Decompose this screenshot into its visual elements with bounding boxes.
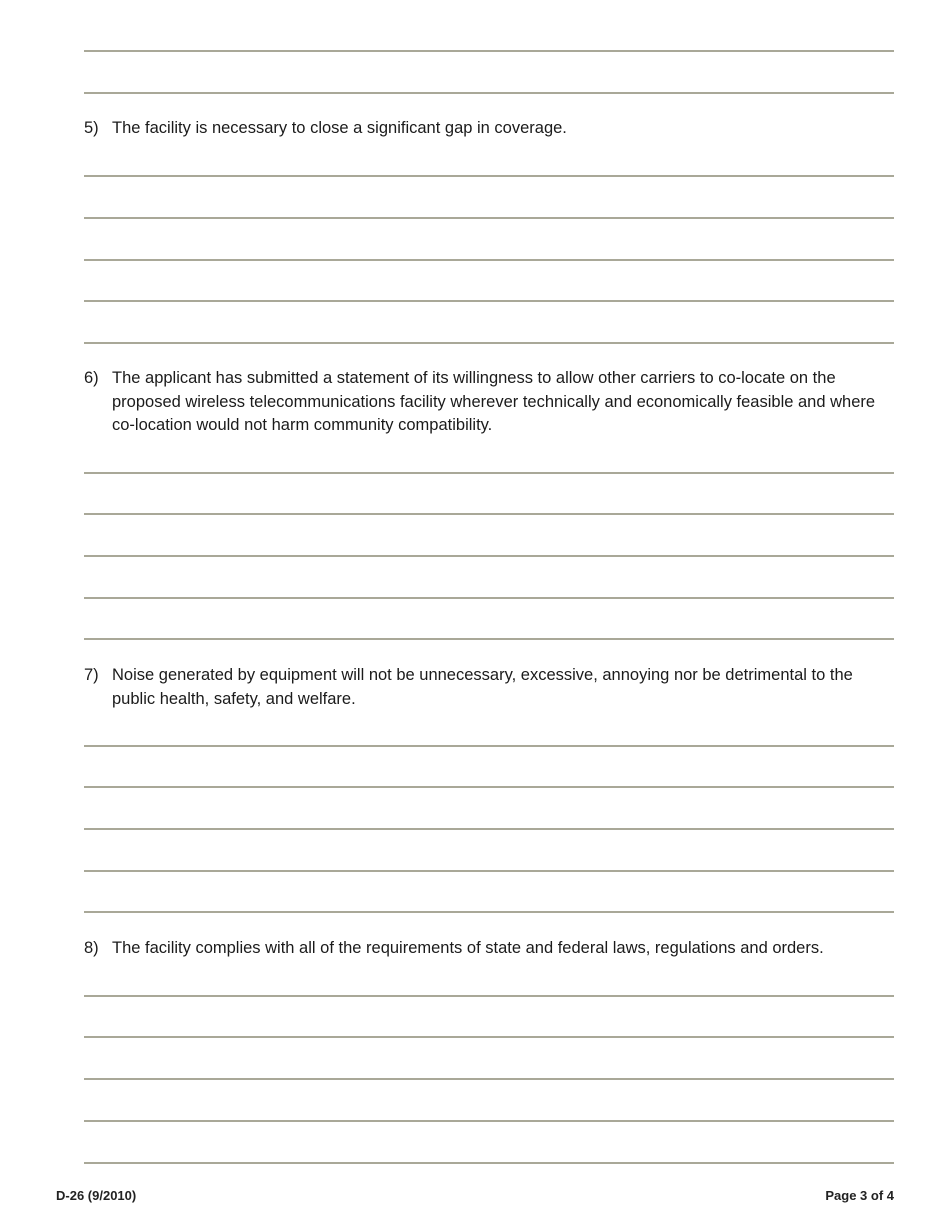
- page-number: Page 3 of 4: [825, 1188, 894, 1203]
- answer-line[interactable]: [84, 1078, 894, 1080]
- answer-line[interactable]: [84, 828, 894, 830]
- question-number: 7): [84, 666, 99, 684]
- answer-line[interactable]: [84, 175, 894, 177]
- answer-line[interactable]: [84, 870, 894, 872]
- answer-line[interactable]: [84, 342, 894, 344]
- answer-line[interactable]: [84, 911, 894, 913]
- answer-line[interactable]: [84, 555, 894, 557]
- answer-line[interactable]: [84, 995, 894, 997]
- question-number: 6): [84, 369, 99, 387]
- question-text: Noise generated by equipment will not be unnecessary, excessive, annoying nor be detrimental to the public health, safety, and welfare.: [112, 666, 853, 708]
- question-number: 5): [84, 119, 99, 137]
- answer-line[interactable]: [84, 1120, 894, 1122]
- question-8: [84, 937, 894, 961]
- question-text: The facility complies with all of the requirements of state and federal laws, regulations and orders.: [112, 939, 824, 957]
- answer-line[interactable]: [84, 597, 894, 599]
- question-6: [84, 367, 894, 438]
- answer-line[interactable]: [84, 259, 894, 261]
- answer-line[interactable]: [84, 638, 894, 640]
- answer-line[interactable]: [84, 513, 894, 515]
- answer-line[interactable]: [84, 217, 894, 219]
- answer-line[interactable]: [84, 472, 894, 474]
- question-7: [84, 664, 894, 711]
- question-number: 8): [84, 939, 99, 957]
- form-id: D-26 (9/2010): [56, 1188, 137, 1203]
- question-text: The facility is necessary to close a significant gap in coverage.: [112, 119, 567, 137]
- answer-line[interactable]: [84, 300, 894, 302]
- question-text: The applicant has submitted a statement of its willingness to allow other carriers to co-locate on the proposed wireless telecommunications facility wherever technically and economically feasible and where co-location would not harm community compatibility.: [112, 369, 876, 434]
- answer-line[interactable]: [84, 786, 894, 788]
- answer-line[interactable]: [84, 92, 894, 94]
- answer-line[interactable]: [84, 1162, 894, 1164]
- answer-line[interactable]: [84, 1036, 894, 1038]
- question-5: [84, 117, 894, 141]
- answer-line[interactable]: [84, 50, 894, 52]
- answer-line[interactable]: [84, 745, 894, 747]
